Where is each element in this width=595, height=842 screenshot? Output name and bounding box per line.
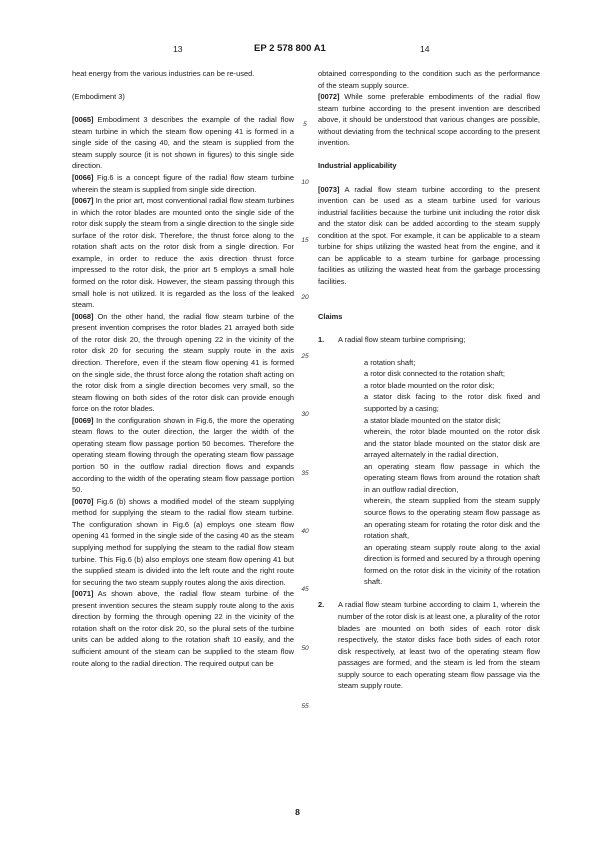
claim-text: A radial flow steam turbine according to claim 1, wherein the number of the rotor disk is at least one, a plurality of the rotor blades are mounted on both sides of each rotor disk respectively, the stator disks face both sides of each rotor disk respectively, at least two of the operating steam flow passages are formed, and the steam is led from the steam supply source to each operating steam flow passage via the steam supply route.	[338, 600, 540, 691]
paragraph-text: Fig.6 (b) shows a modified model of the steam supplying method for supplying the steam to the radial flow steam turbine. The configuration shown in Fig.6 (a) employs one steam flow opening 41 formed in the single side of the casing 40 as the steam supplying method for supplying the steam to the radial flow steam turbine. This Fig.6 (b) also employs one steam flow opening 41 but the supplied steam is divided into the left route and the right route for securing the two steam supply routes along the axis direction.	[72, 496, 294, 587]
paragraph-number: [0072]	[318, 92, 340, 102]
page-footer-number: 8	[295, 807, 300, 817]
paragraph-number: [0067]	[72, 196, 94, 206]
claim-element: wherein, the steam supplied from the steam supply source flows to the operating steam flow passage as an operating steam for rotating the rotor disk and the rotation shaft,	[364, 496, 540, 541]
paragraph-text: A radial flow steam turbine according to the present invention can be used as a steam turbine used for various industrial facilities because the turbine unit including the rotor disk and the stator disk can be added according to the steam supply condition at the spot. For example, it can be applicable to a steam turbine for ships utilizing the wasted heat from the engine, and it can be applicable to a steam turbine for garbage processing facilities as utilizing the wasted heat from the garbage processing facilities.	[318, 184, 540, 286]
page-number-right: 14	[420, 44, 430, 54]
claim-element: a rotation shaft;	[364, 357, 416, 367]
claim-element: an operating steam supply route along to the axial direction is formed and secured by a through opening formed on the rotor disk in the vicinity of the rotation shaft.	[364, 542, 540, 587]
document-number: EP 2 578 800 A1	[254, 43, 326, 54]
paragraph-number: [0073]	[318, 184, 340, 194]
line-number: 10	[301, 179, 309, 186]
paragraph-0069	[72, 415, 294, 496]
claim-element: a rotor disk connected to the rotation shaft;	[364, 369, 505, 379]
claim-intro: A radial flow steam turbine comprising;	[338, 334, 466, 344]
intro-line: obtained corresponding to the condition such as the performance of the steam supply source.	[318, 69, 540, 90]
paragraph-text: While some preferable embodiments of the radial flow steam turbine according to the present invention are described above, it should be understood that various changes are possible, without deviating from the technical scope according to the present invention.	[318, 92, 540, 148]
embodiment-heading: (Embodiment 3)	[72, 92, 125, 102]
page-number-left: 13	[173, 44, 183, 54]
paragraph-text: As shown above, the radial flow steam turbine of the present invention secures the steam supply route along to the axis direction by forming the through opening 22 in the vicinity of the rotation shaft on the rotor disk 20, so the plural sets of the turbine units can be added along to the rotation shaft 10 easily, and the sufficient amount of the steam can be supplied to the steam flow route along to the radial direction. The required output can be	[72, 589, 294, 668]
claims-heading: Claims	[318, 311, 343, 321]
paragraph-number: [0071]	[72, 589, 94, 599]
paragraph-number: [0066]	[72, 172, 94, 182]
claim-element: a stator blade mounted on the stator disk;	[364, 415, 501, 425]
paragraph-0073	[318, 184, 540, 288]
left-column	[72, 68, 294, 669]
claim-number: 1.	[318, 334, 325, 344]
right-column	[318, 68, 540, 692]
paragraph-0068	[72, 311, 294, 415]
claim-2	[318, 599, 540, 692]
claim-element: an operating steam flow passage in which the operating steam flows from around the rotation shaft in an outflow radial direction,	[364, 461, 540, 494]
paragraph-text: Fig.6 is a concept figure of the radial flow steam turbine wherein the steam is supplied from single side direction.	[72, 172, 294, 194]
line-number: 45	[301, 586, 309, 593]
line-number: 5	[303, 121, 307, 128]
paragraph-0071	[72, 588, 294, 669]
paragraph-text: Embodiment 3 describes the example of the radial flow steam turbine in which the steam flow opening 41 is formed in a single side of the casing 40, and the steam is supplied from the steam supply source (it is not shown in figures) to this single side direction.	[72, 115, 294, 171]
paragraph-0072	[318, 91, 540, 149]
line-number: 20	[301, 294, 309, 301]
line-number: 50	[301, 645, 309, 652]
line-number: 30	[301, 411, 309, 418]
line-number: 35	[301, 470, 309, 477]
line-number: 25	[301, 353, 309, 360]
paragraph-number: [0069]	[72, 415, 94, 425]
line-number: 15	[301, 237, 309, 244]
paragraph-0067	[72, 195, 294, 311]
line-number: 40	[301, 528, 309, 535]
paragraph-number: [0068]	[72, 311, 94, 321]
claim-element: a stator disk facing to the rotor disk fixed and supported by a casing;	[364, 392, 540, 413]
paragraph-0066	[72, 172, 294, 195]
paragraph-number: [0070]	[72, 496, 94, 506]
intro-line: heat energy from the various industries can be re-used.	[72, 69, 255, 78]
claim-1	[318, 334, 540, 346]
line-number: 55	[301, 703, 309, 710]
claim-element: a rotor blade mounted on the rotor disk;	[364, 380, 495, 390]
paragraph-text: In the configuration shown in Fig.6, the more the operating steam flows to the outer direction, the larger the width of the operating steam flow passage portion 50 becomes. Therefore the operating steam flowing through the operating steam flow passage portion 50 in the outflow radial direction flows and expands according to the width of the operating steam flow passage portion 50.	[72, 415, 294, 495]
paragraph-0065	[72, 114, 294, 172]
paragraph-text: In the prior art, most conventional radial flow steam turbines in which the rotor blades are mounted onto the single side of the rotor disk supply the steam from a single direction to the single side surface of the rotor disk. Therefore, the thrust force along to the rotation shaft acts on the rotor disk from a single direction. For example, in order to reduce the axis direction thrust force impressed to the rotor disk, the prior art 5 employs a small hole formed on the rotor disk. However, the steam passing through this small hole is not utilized. It is regarded as the loss of the leaked steam.	[72, 196, 294, 310]
claim-1-elements	[364, 357, 540, 588]
paragraph-number: [0065]	[72, 115, 94, 125]
claim-element: wherein, the rotor blade mounted on the rotor disk and the stator blade mounted on the stator disk are arrayed alternately in the radial direction,	[364, 427, 540, 460]
paragraph-0070	[72, 496, 294, 589]
paragraph-text: On the other hand, the radial flow steam turbine of the present invention comprises the rotor blades 21 arrayed both side of the rotor disk 20, the through opening 22 in the vicinity of the rotor disk 20 for securing the steam supply route in the axis direction. Therefore, even if the steam flow opening 41 is formed on the single side, the thrust force along the rotation shaft acting on the rotor disk from a single direction becomes very small, so the steam flowing on both sides of the rotor disk can provide enough force on the rotor blades.	[72, 311, 294, 414]
industrial-applicability-heading: Industrial applicability	[318, 161, 397, 171]
claim-number: 2.	[318, 600, 325, 610]
